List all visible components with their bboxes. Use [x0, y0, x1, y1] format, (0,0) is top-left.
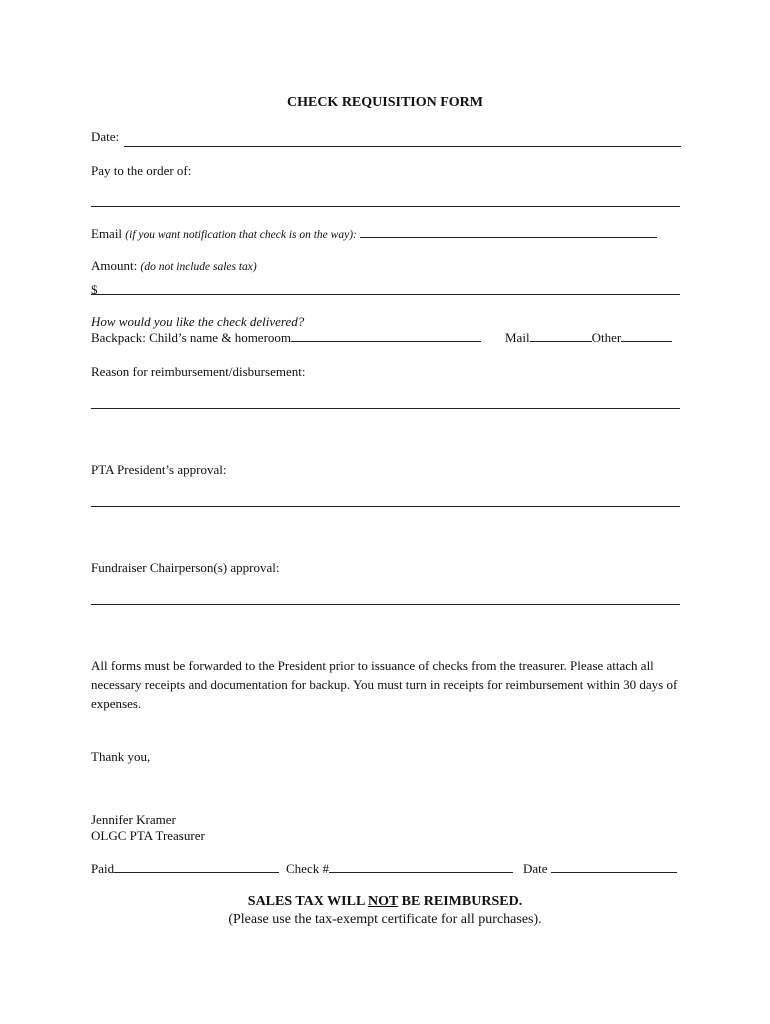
other-line[interactable] — [621, 330, 672, 342]
reason-line[interactable] — [91, 408, 680, 409]
president-approval-line[interactable] — [91, 506, 680, 507]
instructions-paragraph: All forms must be forwarded to the President prior to issuance of checks from the treasurer. Please attach all necessary receipts and documentation for backup. You must turn in receipts for reimbursement within 30 days of expenses. — [91, 658, 678, 711]
tax-exempt-note: (Please use the tax-exempt certificate for all purchases). — [228, 912, 542, 927]
email-line[interactable] — [360, 226, 657, 238]
footer-date-label: Date — [523, 861, 548, 876]
other-label: Other — [591, 330, 622, 345]
dollar-sign: $ — [91, 282, 98, 297]
paid-row — [91, 861, 279, 877]
email-note: (if you want notification that check is on the way): — [125, 229, 357, 241]
date-label: Date: — [91, 129, 120, 144]
mail-other-row — [505, 330, 672, 346]
backpack-line[interactable] — [291, 330, 481, 342]
signer-name: Jennifer Kramer — [91, 812, 176, 827]
amount-label: Amount: — [91, 258, 138, 273]
notice-part-1: SALES TAX WILL — [247, 894, 369, 909]
backpack-label: Backpack: Child’s name & homeroom — [91, 330, 292, 345]
fundraiser-approval-label: Fundraiser Chairperson(s) approval: — [91, 560, 280, 575]
mail-line[interactable] — [530, 330, 592, 342]
amount-note: (do not include sales tax) — [140, 261, 257, 273]
delivery-options-row — [91, 330, 481, 346]
pay-to-label: Pay to the order of: — [91, 163, 192, 178]
signer-title: OLGC PTA Treasurer — [91, 828, 205, 843]
reason-label: Reason for reimbursement/disbursement: — [91, 364, 306, 379]
pay-to-line[interactable] — [91, 206, 680, 207]
email-label: Email — [91, 226, 123, 241]
form-title: CHECK REQUISITION FORM — [286, 95, 484, 110]
date-line[interactable] — [124, 146, 681, 147]
amount-row — [91, 258, 257, 274]
check-number-label: Check # — [286, 861, 329, 876]
thank-you-text: Thank you, — [91, 749, 151, 764]
footer-date-line[interactable] — [551, 861, 677, 873]
paid-label: Paid — [91, 861, 115, 876]
footer-date-row — [523, 861, 677, 877]
president-approval-label: PTA President’s approval: — [91, 462, 227, 477]
sales-tax-notice — [0, 894, 770, 910]
paid-line[interactable] — [114, 861, 279, 873]
email-row — [91, 226, 657, 242]
mail-label: Mail — [505, 330, 530, 345]
notice-not: NOT — [368, 894, 399, 909]
fundraiser-approval-line[interactable] — [91, 604, 680, 605]
notice-part-2: BE REIMBURSED. — [398, 894, 523, 909]
delivery-question: How would you like the check delivered? — [91, 314, 305, 329]
check-number-line[interactable] — [329, 861, 513, 873]
amount-line[interactable] — [91, 294, 680, 295]
check-number-row — [286, 861, 513, 877]
